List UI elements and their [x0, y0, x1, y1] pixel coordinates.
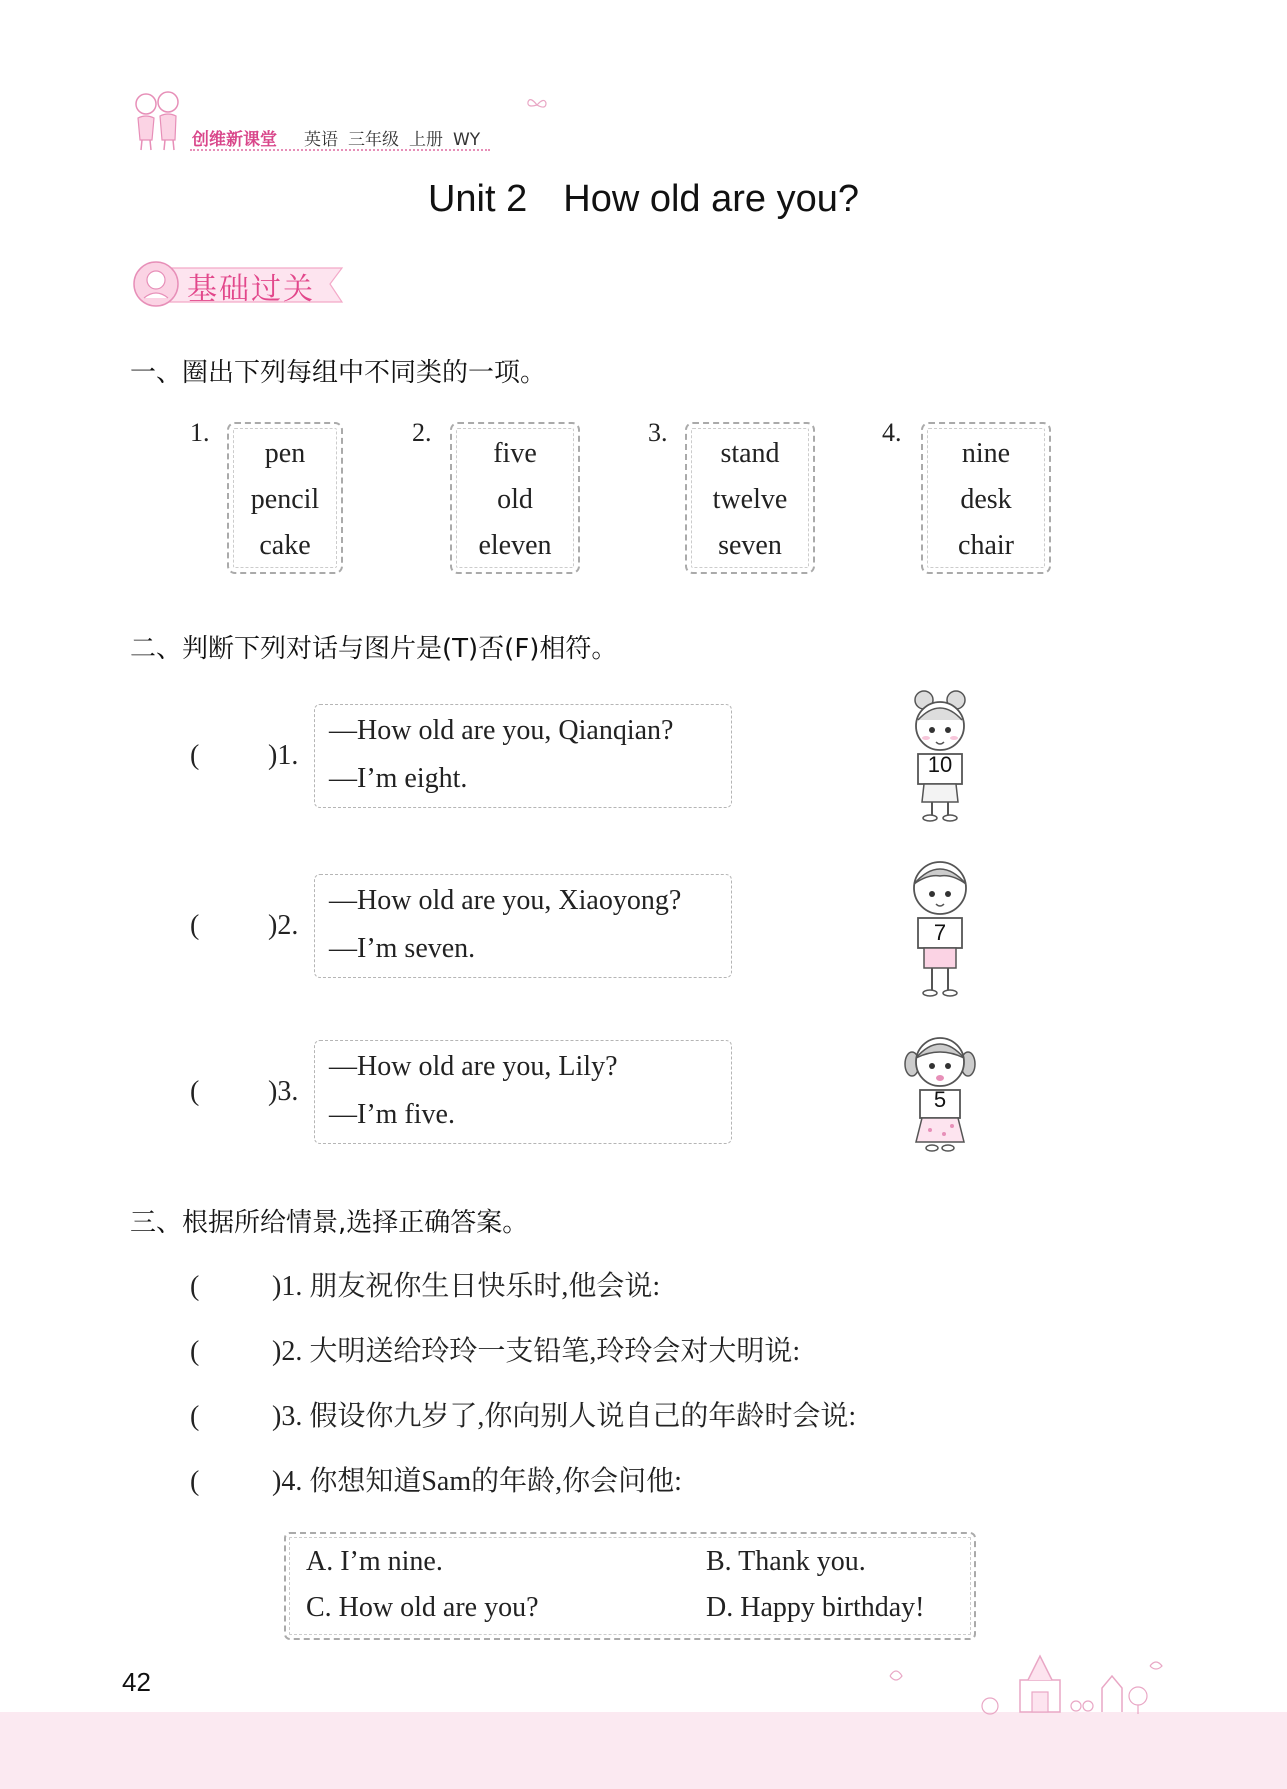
question-line	[190, 1329, 800, 1369]
butterfly-icon	[526, 96, 548, 114]
group-number: 1.	[190, 418, 210, 447]
answer-paren-open: (	[190, 1401, 200, 1432]
question-line	[190, 1394, 856, 1434]
sign-number: 5	[933, 1087, 947, 1112]
word[interactable]: chair	[958, 530, 1014, 561]
grade: 三年级	[348, 130, 399, 150]
answer-paren-open: (	[190, 1271, 200, 1302]
dialog-box	[314, 874, 732, 978]
group-number: 3.	[648, 418, 668, 447]
word-group-box[interactable]	[921, 422, 1051, 574]
word[interactable]: seven	[718, 530, 782, 561]
dialog-answer: —I’m eight.	[329, 763, 468, 794]
unit-name: How old are you?	[563, 178, 859, 220]
question-text: )2. 大明送给玲玲一支铅笔,玲玲会对大明说:	[272, 1336, 801, 1367]
group-number: 2.	[412, 418, 432, 447]
castle-decoration-icon	[880, 1640, 1180, 1720]
word[interactable]: pencil	[250, 484, 320, 515]
word[interactable]: nine	[961, 438, 1011, 469]
section1-heading: 一、圈出下列每组中不同类的一项。	[130, 358, 547, 388]
answer-paren-open: (	[190, 910, 200, 941]
item-number: )2.	[268, 910, 299, 941]
dialog-answer: —I’m five.	[329, 1099, 455, 1130]
page-number: 42	[122, 1667, 151, 1697]
answer-paren-open: (	[190, 1466, 200, 1497]
question-line	[190, 1459, 682, 1499]
option-b[interactable]: B. Thank you.	[706, 1546, 866, 1577]
question-text: )3. 假设你九岁了,你向别人说自己的年龄时会说:	[272, 1401, 857, 1432]
options-box	[284, 1532, 976, 1640]
section2-heading: 二、判断下列对话与图片是(T)否(F)相符。	[130, 634, 618, 664]
dialog-answer: —I’m seven.	[329, 933, 476, 964]
badge-label: 基础过关	[187, 272, 315, 307]
item-number: )3.	[268, 1076, 299, 1107]
volume: 上册	[409, 130, 443, 150]
word[interactable]: eleven	[478, 530, 552, 561]
word[interactable]: twelve	[712, 484, 788, 515]
sign-number: 10	[927, 752, 953, 777]
series-name: 创维新课堂	[192, 130, 277, 150]
word[interactable]: stand	[720, 438, 780, 469]
word-group-box[interactable]	[227, 422, 343, 574]
subject: 英语	[304, 130, 338, 150]
dialog-question: —How old are you, Xiaoyong?	[329, 885, 682, 916]
question-text: )1. 朋友祝你生日快乐时,他会说:	[272, 1271, 661, 1302]
question-text: )4. 你想知道Sam的年龄,你会问他:	[272, 1466, 682, 1497]
option-d[interactable]: D. Happy birthday!	[706, 1592, 925, 1623]
header-kids-illustration	[128, 88, 188, 152]
dialog-box	[314, 704, 732, 808]
group-number: 4.	[882, 418, 902, 447]
dialog-question: —How old are you, Qianqian?	[329, 715, 674, 746]
word[interactable]: pen	[264, 438, 306, 469]
footer-band	[0, 1712, 1287, 1789]
edition: WY	[453, 130, 481, 150]
book-info	[304, 125, 490, 150]
question-line	[190, 1264, 660, 1304]
answer-paren-open: (	[190, 740, 200, 771]
dialog-box	[314, 1040, 732, 1144]
unit-title	[0, 178, 1287, 221]
option-c[interactable]: C. How old are you?	[306, 1592, 539, 1623]
dialog-question: —How old are you, Lily?	[329, 1051, 618, 1082]
word[interactable]: desk	[960, 484, 1012, 515]
sign-number: 7	[933, 920, 947, 945]
answer-paren-open: (	[190, 1336, 200, 1367]
word[interactable]: old	[497, 484, 533, 515]
word-group-box[interactable]	[450, 422, 580, 574]
section3-heading: 三、根据所给情景,选择正确答案。	[130, 1208, 529, 1238]
word[interactable]: cake	[259, 530, 311, 561]
unit-label: Unit 2	[427, 178, 528, 220]
answer-paren-open: (	[190, 1076, 200, 1107]
word[interactable]: five	[493, 438, 537, 469]
option-a[interactable]: A. I’m nine.	[306, 1546, 443, 1577]
header-divider	[190, 149, 490, 151]
item-number: )1.	[268, 740, 299, 771]
word-group-box[interactable]	[685, 422, 815, 574]
